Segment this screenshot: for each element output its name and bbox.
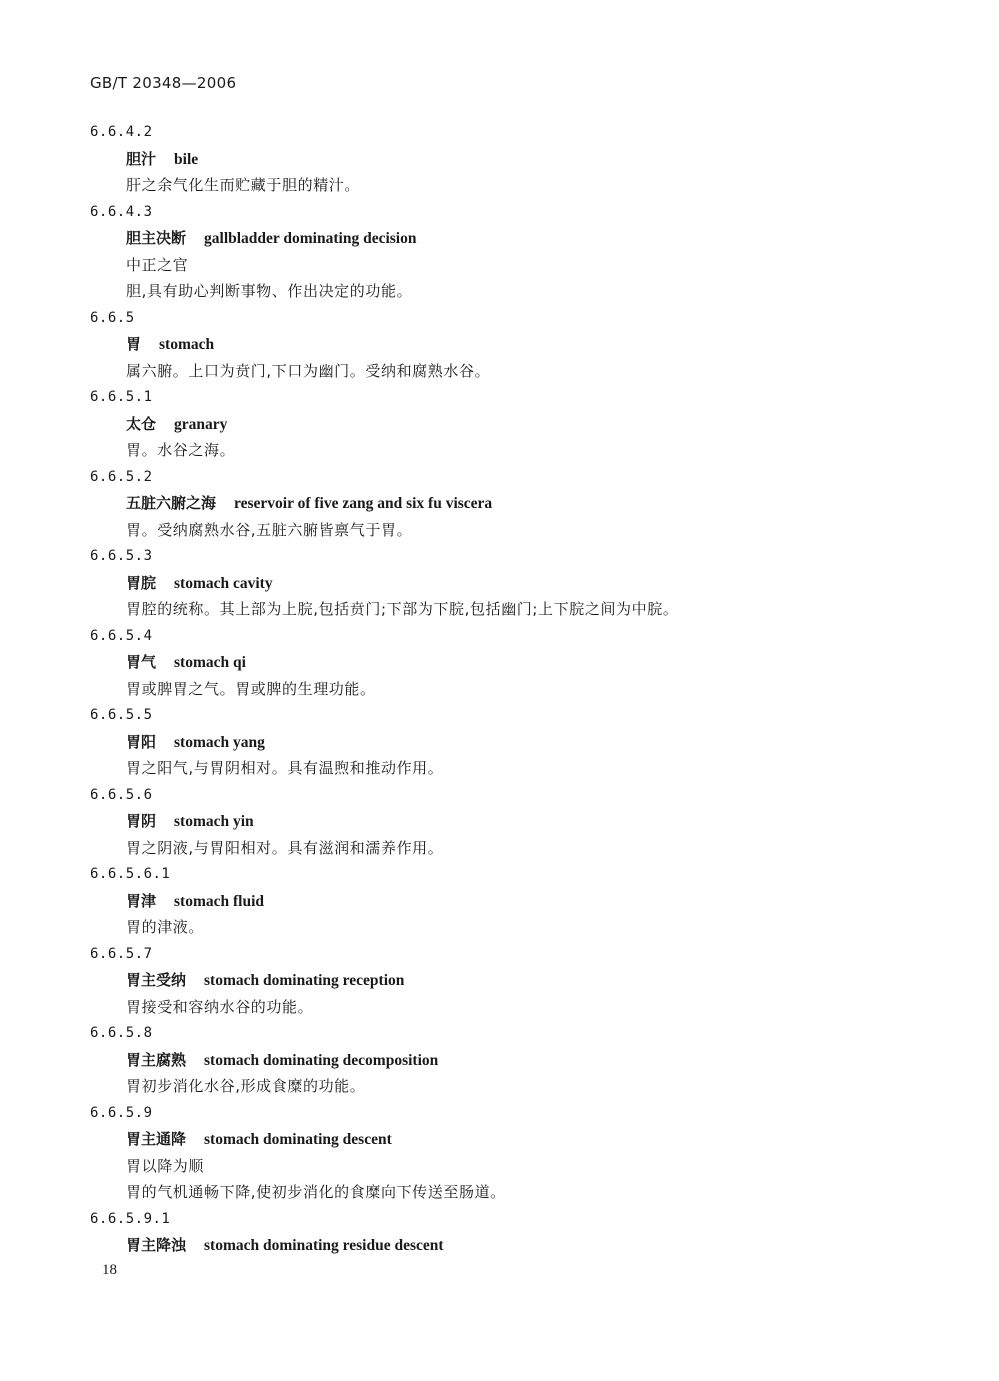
clause-number: 6.6.5.3 [90, 548, 153, 564]
term-chinese: 胃气 [126, 653, 157, 671]
definition-text: 胆,具有助心判断事物、作出决定的功能。 [126, 282, 413, 300]
definition-text: 肝之余气化生而贮藏于胆的精汁。 [126, 176, 361, 194]
term-heading [0, 570, 999, 597]
term-heading [0, 649, 999, 676]
term-english: stomach qi [174, 654, 246, 671]
clause-number: 6.6.5 [90, 309, 135, 326]
term-chinese: 五脏六腑之海 [126, 494, 217, 512]
term-heading [0, 888, 999, 915]
term-english: gallbladder dominating decision [204, 230, 417, 247]
term-chinese: 胃阳 [126, 732, 157, 751]
term-chinese: 胃主腐熟 [126, 1050, 187, 1069]
term-heading [0, 411, 999, 438]
term-chinese: 胆汁 [126, 149, 157, 168]
clause-number: 6.6.5.7 [90, 945, 153, 962]
term-chinese: 胃脘 [126, 573, 157, 592]
definition-text: 胃。水谷之海。 [126, 441, 236, 459]
term-heading [0, 808, 999, 835]
clause-number: 6.6.5.4 [90, 627, 153, 644]
terminology-list [0, 119, 999, 1259]
definition-text: 胃腔的统称。其上部为上脘,包括贲门;下部为下脘,包括幽门;上下脘之间为中脘。 [126, 600, 679, 618]
term-english: stomach dominating reception [204, 972, 405, 989]
term-english: stomach dominating descent [204, 1131, 392, 1148]
term-heading [0, 1126, 999, 1153]
term-heading [0, 225, 999, 252]
definition-text: 胃接受和容纳水谷的功能。 [126, 997, 314, 1016]
term-english: stomach yin [174, 813, 254, 830]
term-english: stomach fluid [174, 892, 265, 910]
clause-number: 6.6.5.6.1 [90, 866, 171, 882]
term-english: stomach dominating residue descent [204, 1237, 444, 1254]
term-english: bile [174, 150, 199, 168]
term-chinese: 胃主通降 [126, 1130, 187, 1148]
term-chinese: 胃津 [126, 891, 157, 910]
definition-text: 胃的津液。 [126, 918, 205, 936]
clause-number: 6.6.5.9 [90, 1104, 153, 1121]
term-english: reservoir of five zang and six fu viscera [234, 495, 493, 512]
clause-number: 6.6.5.1 [90, 389, 153, 405]
clause-number: 6.6.5.5 [90, 707, 153, 723]
term-chinese: 胆主决断 [126, 229, 187, 247]
definition-text: 中正之官 [126, 255, 189, 274]
term-chinese: 胃主降浊 [126, 1236, 187, 1254]
definition-text: 胃初步消化水谷,形成食糜的功能。 [126, 1077, 366, 1095]
clause-number: 6.6.4.3 [90, 203, 153, 220]
term-heading [0, 1047, 999, 1074]
term-chinese: 胃阴 [126, 812, 157, 830]
definition-text: 胃或脾胃之气。胃或脾的生理功能。 [126, 679, 376, 698]
definition-text: 胃之阳气,与胃阴相对。具有温煦和推动作用。 [126, 759, 444, 777]
standard-code-header: GB/T 20348—2006 [90, 74, 237, 92]
term-chinese: 胃 [126, 335, 142, 353]
term-chinese: 胃主受纳 [126, 971, 187, 989]
definition-text: 胃的气机通畅下降,使初步消化的食糜向下传送至肠道。 [126, 1183, 506, 1201]
definition-text: 胃以降为顺 [126, 1156, 205, 1175]
term-heading [0, 146, 999, 173]
term-heading [0, 331, 999, 358]
term-heading [0, 1232, 999, 1259]
term-heading [0, 729, 999, 756]
term-chinese: 太仓 [126, 414, 157, 433]
clause-number: 6.6.5.8 [90, 1025, 153, 1041]
clause-number: 6.6.5.2 [90, 468, 153, 485]
clause-number: 6.6.5.6 [90, 786, 153, 803]
term-english: granary [174, 415, 228, 433]
term-english: stomach cavity [174, 574, 273, 592]
definition-text: 属六腑。上口为贲门,下口为幽门。受纳和腐熟水谷。 [126, 361, 491, 380]
term-english: stomach yang [174, 733, 265, 751]
clause-number: 6.6.4.2 [90, 124, 153, 140]
term-english: stomach [159, 336, 215, 353]
term-english: stomach dominating decomposition [204, 1051, 439, 1069]
term-heading [0, 967, 999, 994]
definition-text: 胃之阴液,与胃阳相对。具有滋润和濡养作用。 [126, 838, 444, 857]
term-heading [0, 490, 999, 517]
definition-text: 胃。受纳腐熟水谷,五脏六腑皆禀气于胃。 [126, 520, 413, 539]
clause-number: 6.6.5.9.1 [90, 1210, 171, 1227]
page-number: 18 [102, 1262, 117, 1278]
